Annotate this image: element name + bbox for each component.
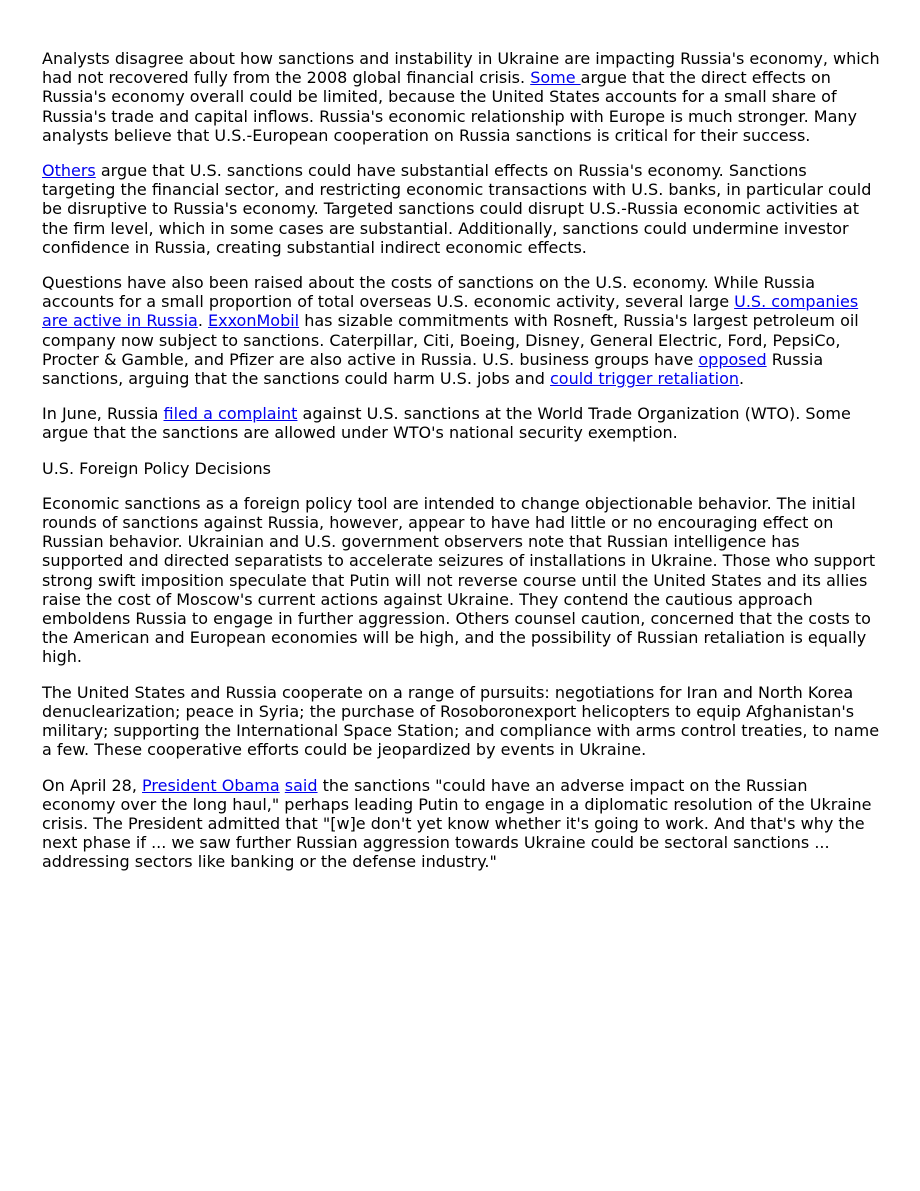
paragraph-analysts-disagree bbox=[42, 49, 882, 145]
section-heading-foreign-policy bbox=[42, 459, 882, 478]
link-opposed[interactable]: opposed bbox=[698, 349, 767, 369]
text-segment: In June, Russia bbox=[42, 404, 164, 424]
text-segment: has sizable commitments with Rosneft, Russia's largest petroleum oil company now subject to sanctions. Caterpillar, Citi, Boeing, Disney, General Electric, Ford, PepsiCo, Procter & Gamble, and Pfizer are also active in Russia. U.S. business groups have bbox=[42, 311, 859, 369]
text-segment: argue that the direct effects on Russia's economy overall could be limited, because the United States accounts for a small share of Russia's trade and capital inflows. Russia's economic relationship with Europe is much stronger. Many analysts believe that U.S.-European cooperation on Russia sanctions is critical for their success. bbox=[42, 68, 858, 145]
link-could-trigger-retaliation[interactable]: could trigger retaliation bbox=[549, 369, 740, 389]
paragraph-costs-to-us-economy bbox=[42, 273, 882, 388]
link-exxonmobil[interactable]: ExxonMobil bbox=[207, 311, 300, 331]
text-segment: argue that U.S. sanctions could have substantial effects on Russia's economy. Sanctions targeting the financial sector, and restricting economic transactions with U.S. banks, in particular could be disruptive to Russia's economy. Targeted sanctions could disrupt U.S.-Russia economic activities at the firm level, which in some cases are substantial. Additionally, sanctions could undermine investor confidence in Russia, creating substantial indirect economic effects. bbox=[42, 161, 872, 257]
text-segment: Russia sanctions, arguing that the sanctions could harm U.S. jobs and bbox=[42, 349, 824, 389]
link-us-companies[interactable]: U.S. companies are active in Russia bbox=[42, 292, 859, 331]
text-segment: . bbox=[197, 311, 208, 331]
text-segment: On April 28, bbox=[42, 775, 143, 795]
document-body bbox=[42, 49, 882, 888]
link-said[interactable]: said bbox=[284, 775, 318, 795]
link-some[interactable]: Some bbox=[530, 68, 581, 88]
heading-text: U.S. Foreign Policy Decisions bbox=[42, 458, 272, 478]
paragraph-wto-complaint bbox=[42, 404, 882, 442]
link-filed-a-complaint[interactable]: filed a complaint bbox=[163, 404, 298, 424]
text-segment: The United States and Russia cooperate on a range of pursuits: negotiations for Iran and North Korea denuclearization; peace in Syria; the purchase of Rosoboronexport helicopters to equip Afghanistan's military; supporting the International Space Station; and compliance with arms control treaties, to name a few. These cooperative efforts could be jeopardized by events in Ukraine. bbox=[42, 682, 880, 760]
paragraph-us-russia-cooperation bbox=[42, 683, 882, 760]
paragraph-others-argue bbox=[42, 161, 882, 257]
paragraph-economic-sanctions-tool bbox=[42, 494, 882, 667]
text-segment: the sanctions "could have an adverse impact on the Russian economy over the long haul," perhaps leading Putin to engage in a diplomatic resolution of the Ukraine crisis. The President admitted that "[w]e don't yet know whether it's going to work. And that's why the next phase if ... we saw further Russian aggression towards Ukraine could be sectoral sanctions ... addressing sectors like banking or the defense industry." bbox=[42, 775, 872, 872]
text-segment: Economic sanctions as a foreign policy tool are intended to change objectionable behavior. The initial rounds of sanctions against Russia, however, appear to have had little or no encouraging effect on Russian behavior. Ukrainian and U.S. government observers note that Russian intelligence has supported and directed separatists to accelerate seizures of installations in Ukraine. Those who support strong swift imposition speculate that Putin will not reverse course until the United States and its allies raise the cost of Moscow's current actions against Ukraine. They contend the cautious approach emboldens Russia to engage in further aggression. Others counsel caution, concerned that the costs to the American and European economies will be high, and the possibility of Russian retaliation is equally high. bbox=[42, 493, 876, 667]
text-segment: . bbox=[739, 369, 745, 389]
text-segment: against U.S. sanctions at the World Trade Organization (WTO). Some argue that the sanctions are allowed under WTO's national security exemption. bbox=[42, 404, 851, 443]
text-segment: Questions have also been raised about the costs of sanctions on the U.S. economy. While Russia accounts for a small proportion of total overseas U.S. economic activity, several large bbox=[42, 273, 816, 312]
text-segment: Analysts disagree about how sanctions and instability in Ukraine are impacting Russia's economy, which had not recovered fully from the 2008 global financial crisis. bbox=[42, 49, 880, 88]
paragraph-obama-statement bbox=[42, 776, 882, 872]
link-others[interactable]: Others bbox=[42, 161, 96, 181]
link-president-obama[interactable]: President Obama bbox=[142, 775, 280, 795]
